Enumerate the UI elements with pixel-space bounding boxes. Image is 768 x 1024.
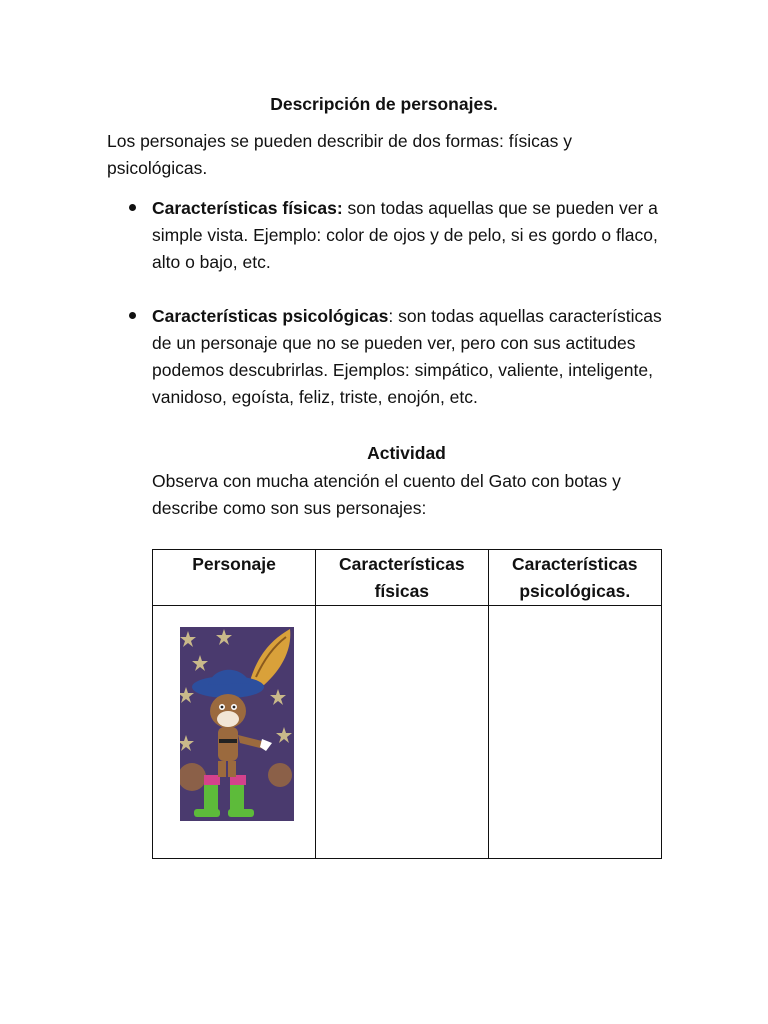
characteristics-list xyxy=(107,195,667,438)
table-header-row xyxy=(153,550,662,606)
page-title: Descripción de personajes. xyxy=(270,94,498,114)
intro-paragraph: Los personajes se pueden describir de dos formas: físicas y psicológicas. xyxy=(107,131,572,178)
list-item xyxy=(107,303,667,411)
bullet-icon xyxy=(129,204,136,211)
activity-title: Actividad xyxy=(367,443,446,463)
cell-fisicas[interactable] xyxy=(316,606,488,859)
bullet-text: son todas aquellas que se pueden ver a simple vista. Ejemplo: color de ojos y de pelo, si es gordo o flaco, alto o bajo, etc. xyxy=(152,198,658,272)
bullet-text: : son todas aquellas características de un personaje que no se pueden ver, pero con sus actitudes podemos descubrirlas. Ejemplos: simpático, valiente, inteligente, vanidoso, egoísta, feliz, triste, enojón, etc. xyxy=(152,306,662,407)
header-psicologicas: Características psicológicas. xyxy=(488,550,661,606)
bullet-term: Características psicológicas xyxy=(152,306,389,326)
activity-instructions: Observa con mucha atención el cuento del Gato con botas y describe como son sus personajes: xyxy=(152,471,621,518)
bullet-term: Características físicas: xyxy=(152,198,343,218)
cell-psicologicas[interactable] xyxy=(488,606,661,859)
list-item xyxy=(107,195,667,276)
puss-in-boots-illustration xyxy=(180,627,294,821)
bullet-icon xyxy=(129,312,136,319)
cat-icon xyxy=(180,627,294,821)
header-personaje: Personaje xyxy=(153,550,316,606)
header-fisicas: Características físicas xyxy=(316,550,488,606)
